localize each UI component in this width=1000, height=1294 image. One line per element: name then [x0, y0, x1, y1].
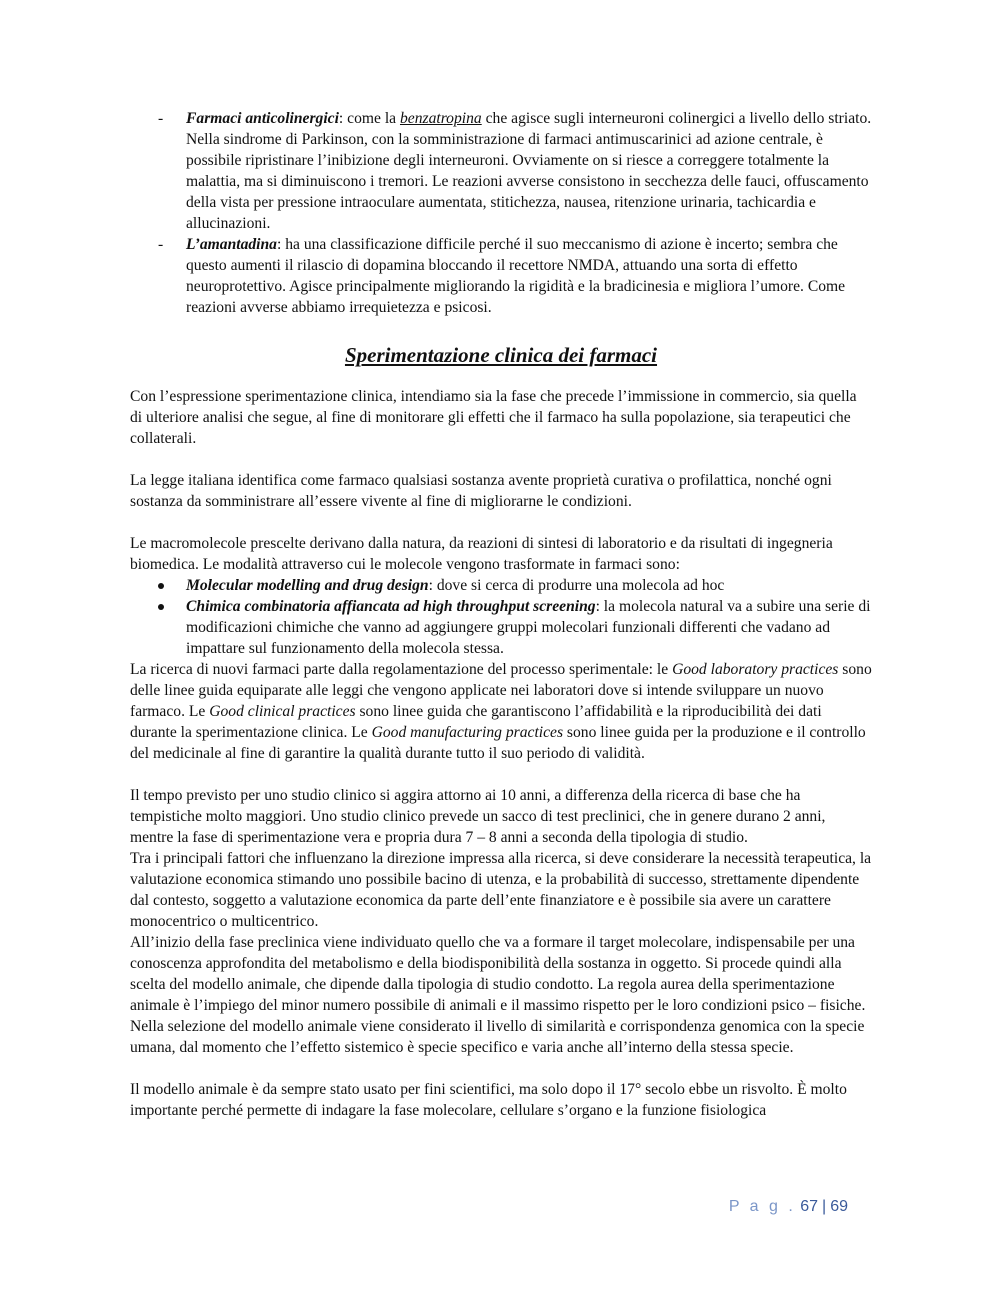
benzatropina-link[interactable]: benzatropina [399, 110, 482, 127]
item-text: : la molecola natural va a subire una serie di modificazioni chimiche che vanno ad aggiungere gruppi molecolari funzionali differenti che vadano ad impattare sul funzionamento della molecola stessa. [186, 598, 871, 657]
term-chimica-combinatoria: Chimica combinatoria affiancata ad high throughput screening [186, 598, 596, 615]
list-item [130, 575, 872, 596]
document-page [130, 108, 872, 1121]
bullet-list [130, 575, 872, 659]
dash-marker: - [158, 236, 164, 253]
paragraph: Tra i principali fattori che influenzano la direzione impressa alla ricerca, si deve considerare la necessità terapeutica, la valutazione economica stimando uno possibile bacino di utenza, e la probabilità di successo, strettamente dipendente dal contesto, soggetto a valutazione economica da parte dell’ente finanziatore e è possibile sia avere un carattere monocentrico o multicentrico. [130, 850, 872, 930]
list-item [130, 596, 872, 659]
list-item [130, 108, 872, 234]
paragraph-gap [130, 512, 872, 533]
paragraph: Il tempo previsto per uno studio clinico si aggira attorno ai 10 anni, a differenza della ricerca di base che ha tempistiche molto maggiori. Uno studio clinico prevede un sacco di test preclinici, che in genere durano 2 anni, mentre la fase di sperimentazione vera e propria dura 7 – 8 anni a seconda della tipologia di studio. [130, 787, 826, 846]
item-text: : dove si cerca di produrre una molecola ad hoc [428, 577, 725, 594]
text-span: sono delle linee guida equiparate alle leggi che vengono applicate nei laboratori dove si intende sviluppare un nuovo farmaco. Le [130, 661, 872, 720]
page-separator: | [822, 1198, 827, 1215]
paragraph: All’inizio della fase preclinica viene individuato quello che va a formare il target molecolare, indispensabile per una conoscenza approfondita del metabolismo e della biodisponibilità della sostanza in oggetto. Si procede quindi alla scelta del modello animale, che dipende dalla tipologia di studio condotto. La regola aurea della sperimentazione animale è l’impiego del minor numero possibile di animali e il massimo rispetto per le loro condizioni psico – fisiche. Nella selezione del modello animale viene considerato il livello di similarità e corrispondenza genomica con la specie umana, dal momento che l’effetto sistemico è specie specifico e varia anche all’interno della stessa specie. [130, 934, 866, 1056]
paragraph-gap [130, 764, 872, 785]
total-pages: 69 [830, 1198, 848, 1215]
term-amantadina: L’amantadina [186, 236, 277, 253]
paragraph: Le macromolecole prescelte derivano dalla natura, da reazioni di sintesi di laboratorio e da risultati di ingegneria biomedica. Le modalità attraverso cui le molecole vengono trasformate in farmaci sono: [130, 535, 833, 573]
text-span: sono linee guida per la produzione e il controllo del medicinale al fine di garantire la qualità durante tutto il suo periodo di validità. [130, 724, 866, 762]
current-page: 67 [800, 1198, 819, 1215]
term-glp: Good laboratory practices [672, 661, 839, 678]
term-anticolinergici: Farmaci anticolinergici [186, 110, 339, 127]
text-span: sono linee guida che garantiscono l’affidabilità e la riproducibilità dei dati durante la sperimentazione clinica. Le [130, 703, 822, 741]
page-number-footer [729, 1196, 848, 1217]
text-span: La ricerca di nuovi farmaci parte dalla regolamentazione del processo sperimentale: le [130, 661, 673, 678]
section-heading: Sperimentazione clinica dei farmaci [344, 343, 658, 367]
item-text: : come la [338, 110, 400, 127]
term-gcp: Good clinical practices [209, 703, 356, 720]
list-item [130, 234, 872, 318]
bullet-icon [158, 583, 164, 589]
drug-class-list [130, 108, 872, 318]
paragraph-good-practices [130, 659, 872, 764]
page-label: P a g . [728, 1198, 796, 1215]
paragraph: Con l’espressione sperimentazione clinica, intendiamo sia la fase che precede l’immissione in commercio, sia quella di ulteriore analisi che segue, al fine di monitorare gli effetti che il farmaco ha sulla popolazione, sia terapeutici che collaterali. [130, 388, 857, 447]
bullet-icon [158, 604, 164, 610]
term-gmp: Good manufacturing practices [371, 724, 564, 741]
item-text: che agisce sugli interneuroni colinergici a livello dello striato. Nella sindrome di Parkinson, con la somministrazione di farmaci antimuscarinici ad azione centrale, è possibile ripristinare l’inibizione degli interneuroni. Ovviamente on si riesce a correggere totalmente la malattia, ma si diminuiscono i tremori. Le reazioni avverse consistono in secchezza delle fauci, offuscamento della vista per pressione intraoculare aumentata, stitichezza, nausea, ritenzione urinaria, tachicardia e allucinazioni. [186, 110, 872, 232]
dash-marker: - [158, 110, 164, 127]
term-molecular-modelling: Molecular modelling and drug design [186, 577, 429, 594]
paragraph: La legge italiana identifica come farmaco qualsiasi sostanza avente proprietà curativa o profilattica, nonché ogni sostanza da somministrare all’essere vivente al fine di migliorarne le condizioni. [130, 472, 832, 510]
paragraph-gap [130, 1058, 872, 1079]
paragraph-gap [130, 449, 872, 470]
item-text: : ha una classificazione difficile perché il suo meccanismo di azione è incerto; sembra che questo aumenti il rilascio di dopamina bloccando il recettore NMDA, attuando una sorta di effetto neuroprotettivo. Agisce principalmente migliorando la rigidità e la bradicinesia e migliora l’umore. Come reazioni avverse abbiamo irrequietezza e psicosi. [186, 236, 846, 316]
paragraph: Il modello animale è da sempre stato usato per fini scientifici, ma solo dopo il 17° secolo ebbe un risvolto. È molto importante perché permette di indagare la fase molecolare, cellulare s’organo e la funzione fisiologica [130, 1081, 847, 1119]
